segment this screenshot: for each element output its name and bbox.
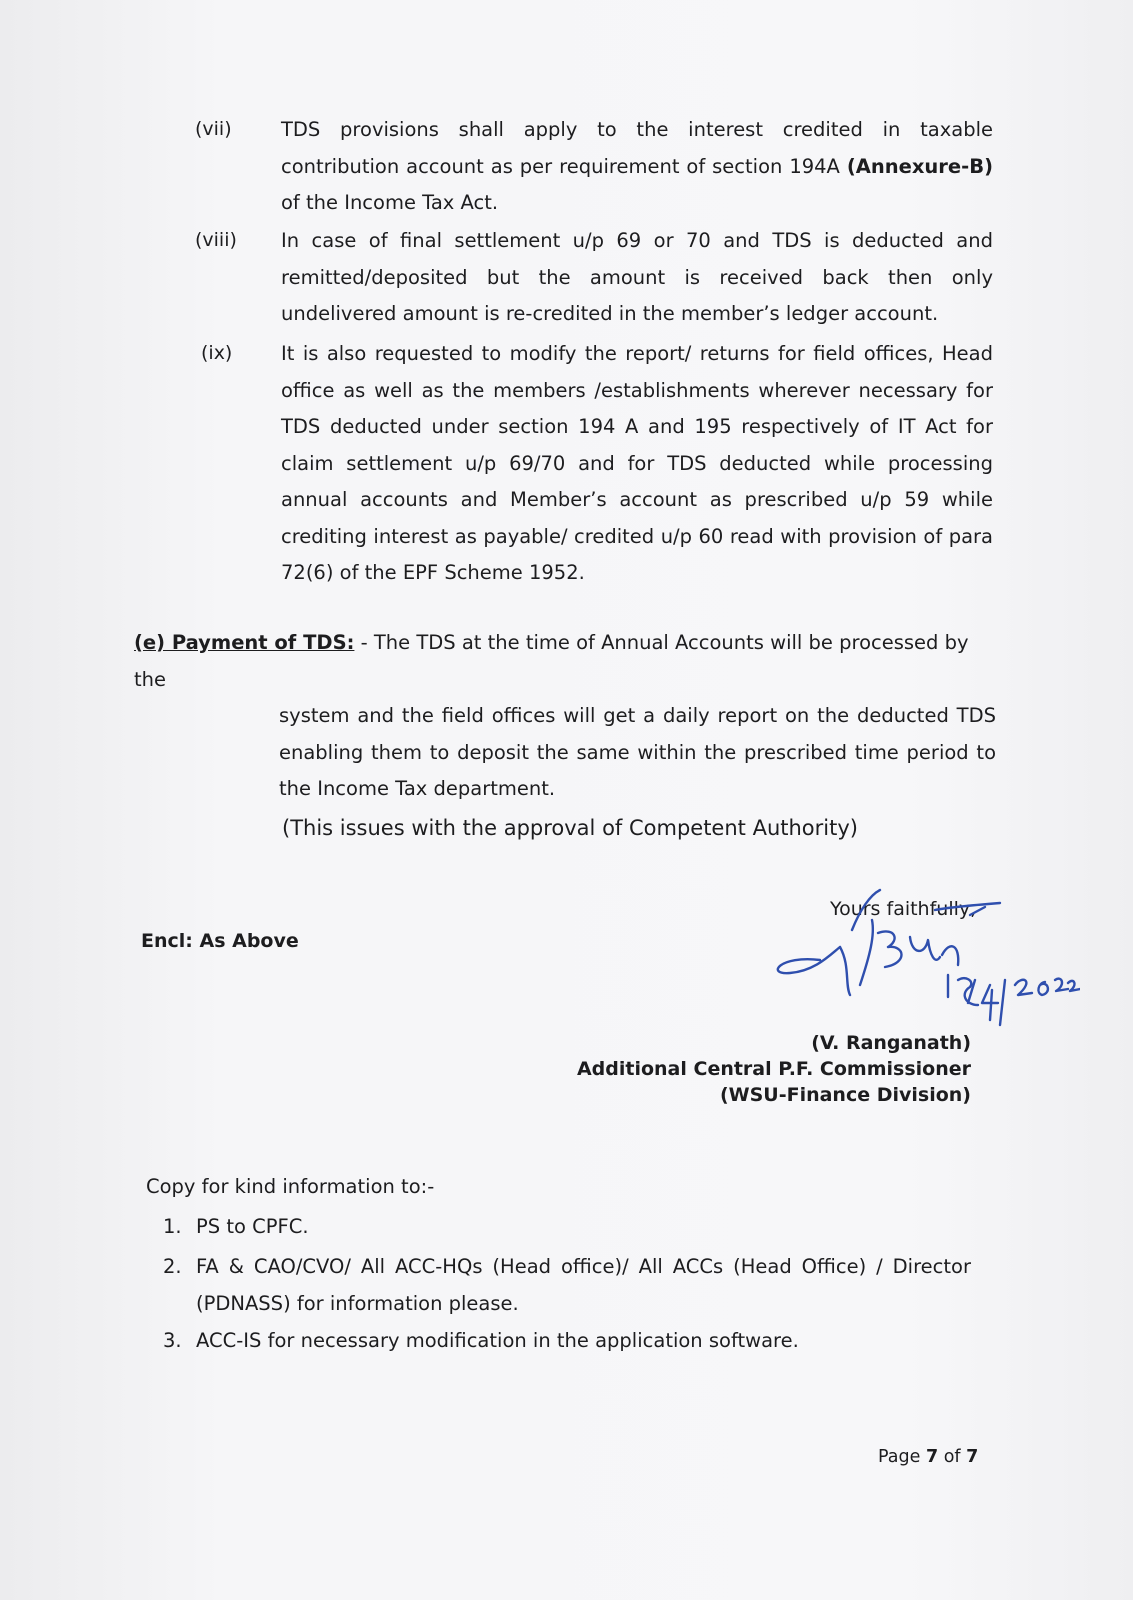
copy-to-heading: Copy for kind information to:- bbox=[146, 1175, 435, 1198]
copy-list-item bbox=[163, 1248, 971, 1322]
page-number bbox=[878, 1447, 978, 1467]
signatory-designation: Additional Central P.F. Commissioner bbox=[576, 1058, 971, 1080]
current-page: 7 bbox=[925, 1447, 939, 1467]
page-prefix: Page bbox=[878, 1447, 926, 1467]
item-text: In case of final settlement u/p 69 or 70 and TDS is deducted and remitted/deposited but the amount is received back then only undelivered amount is re-credited in the member’s ledger account. bbox=[281, 229, 993, 325]
item-number: (ix) bbox=[201, 342, 233, 364]
closing-salutation: Yours faithfully, bbox=[830, 898, 977, 920]
copy-item-text: PS to CPFC. bbox=[196, 1215, 309, 1238]
section-heading: (e) Payment of TDS: bbox=[134, 631, 355, 654]
copy-item-text: FA & CAO/CVO/ All ACC-HQs (Head office)/ All ACCs (Head Office) / Director (PDNASS) for information please. bbox=[196, 1255, 971, 1315]
copy-list-item bbox=[163, 1208, 971, 1245]
section-first-line: - The TDS at the time of Annual Accounts will be processed by the bbox=[134, 631, 969, 691]
approval-note: (This issues with the approval of Competent Authority) bbox=[282, 816, 858, 840]
total-pages: 7 bbox=[966, 1447, 979, 1467]
copy-item-text: ACC-IS for necessary modification in the application software. bbox=[196, 1329, 799, 1352]
signatory-division: (WSU-Finance Division) bbox=[719, 1084, 971, 1106]
signatory-name: (V. Ranganath) bbox=[811, 1032, 971, 1054]
handwritten-signature bbox=[760, 885, 1080, 1035]
copy-item-number: 3. bbox=[163, 1329, 182, 1352]
item-text: It is also requested to modify the report/ returns for field offices, Head office as well as the members /establishments wherever necessary for TDS deducted under section 194 A and 195 respectively of IT Act for claim settlement u/p 69/70 and for TDS deducted while processing annual accounts and Member’s account as prescribed u/p 59 while crediting interest as payable/ credited u/p 60 read with provision of para 72(6) of the EPF Scheme 1952. bbox=[281, 342, 993, 584]
copy-list-item bbox=[163, 1322, 971, 1359]
section-text: system and the field offices will get a daily report on the deducted TDS enabling them to deposit the same within the prescribed time period to the Income Tax department. bbox=[279, 704, 996, 800]
item-text-part: of the Income Tax Act. bbox=[281, 191, 499, 214]
page-separator: of bbox=[938, 1447, 967, 1467]
signatory-block bbox=[577, 1030, 971, 1108]
item-number: (viii) bbox=[195, 229, 237, 251]
copy-to-list bbox=[163, 1208, 971, 1359]
annexure-reference: (Annexure-B) bbox=[846, 154, 993, 178]
copy-item-number: 1. bbox=[163, 1215, 182, 1238]
item-text bbox=[281, 112, 993, 222]
enclosure-note: Encl: As Above bbox=[141, 930, 299, 952]
payment-of-tds-section bbox=[134, 625, 996, 808]
item-number: (vii) bbox=[195, 118, 232, 140]
copy-item-number: 2. bbox=[163, 1255, 182, 1278]
item-text-part: TDS provisions shall apply to the interest credited in taxable contribution account as per requirement of section 194A bbox=[281, 118, 993, 178]
